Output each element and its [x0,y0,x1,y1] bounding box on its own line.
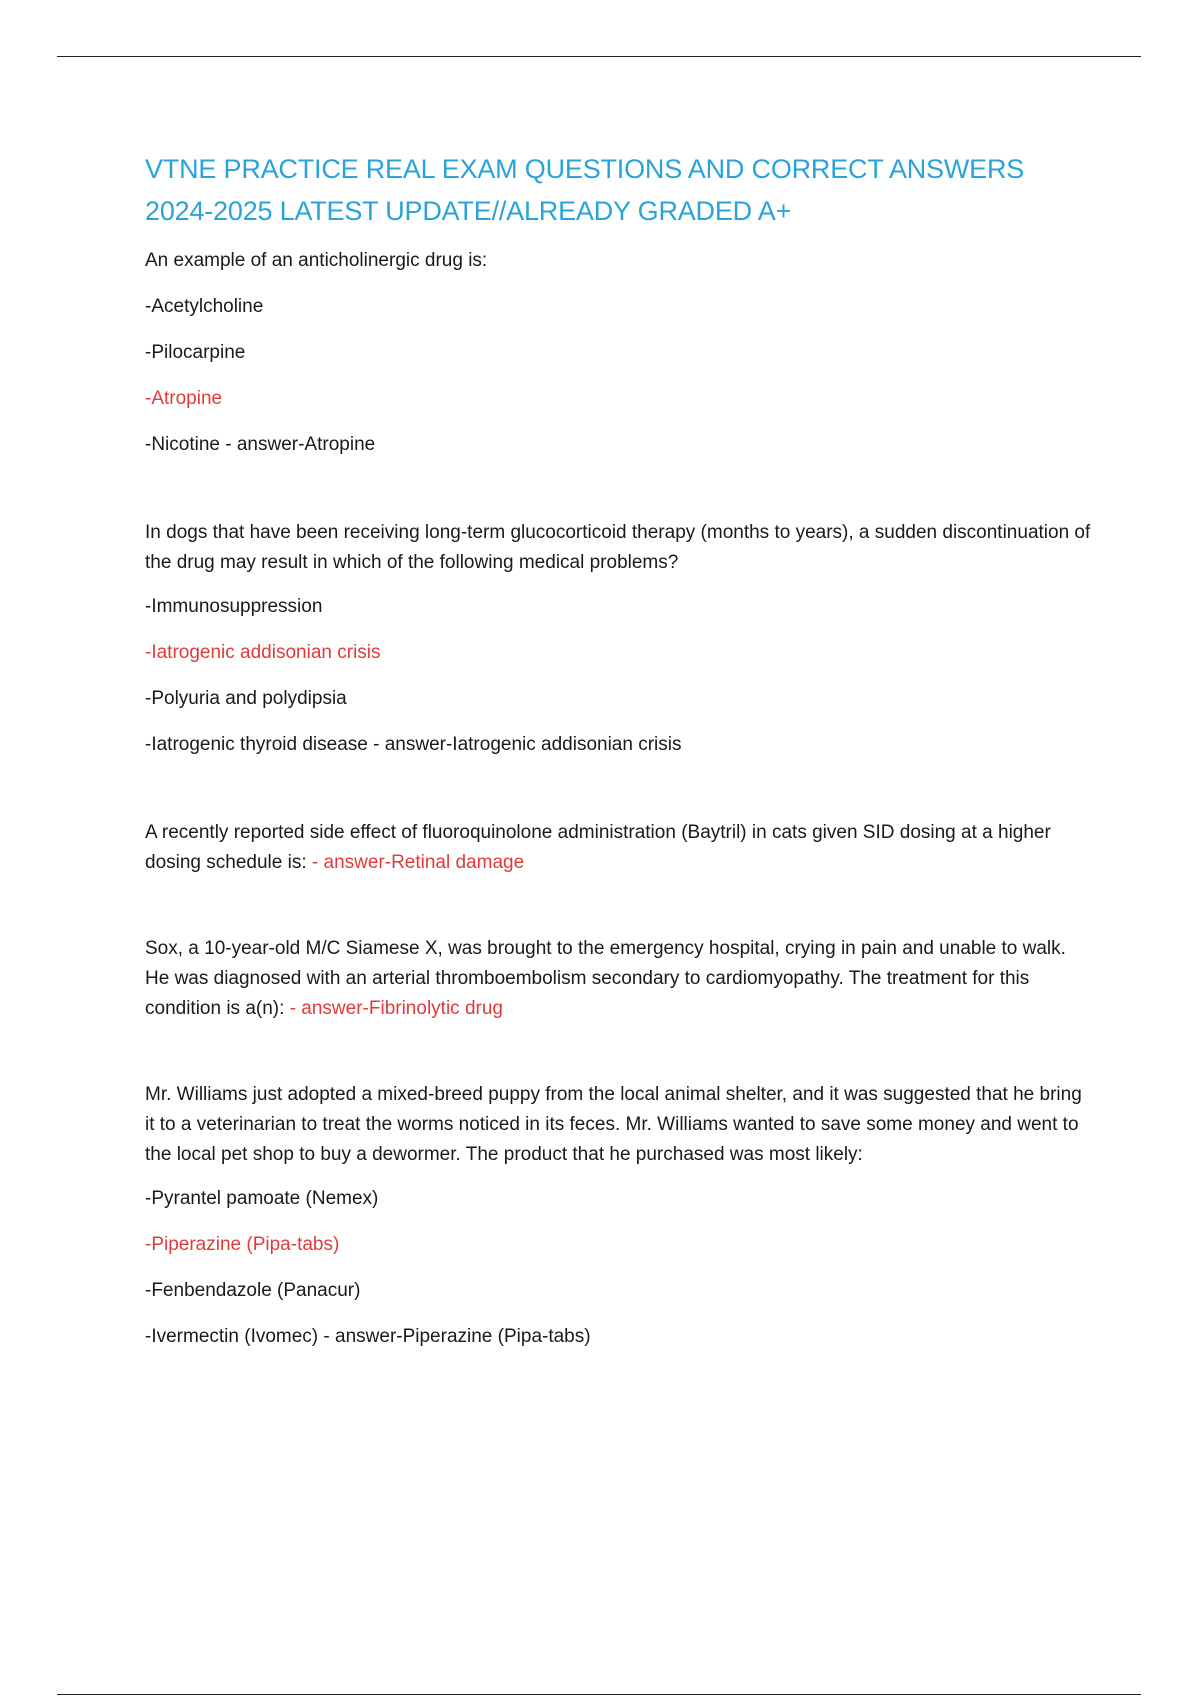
correct-option: -Atropine [145,388,223,409]
option-with-answer: -Nicotine - answer-Atropine [145,434,376,455]
answer-text: - answer-Fibrinolytic drug [289,998,503,1019]
question-block [145,1080,1095,1352]
bottom-divider [57,1694,1141,1695]
option: -Pyrantel pamoate (Nemex) [145,1188,379,1209]
document-body [145,148,1095,1368]
option: -Immunosuppression [145,596,323,617]
correct-option: -Piperazine (Pipa-tabs) [145,1234,340,1255]
option: -Pilocarpine [145,342,246,363]
question-stem: A recently reported side effect of fluoroquinolone administration (Baytril) in cats given SID dosing at a higher dosing schedule is: [145,822,1051,873]
question-stem: Mr. Williams just adopted a mixed-breed puppy from the local animal shelter, and it was suggested that he bring it to a veterinarian to treat the worms noticed in its feces. Mr. Williams wanted to save some money and went to the local pet shop to buy a dewormer. The product that he purchased was most likely: [145,1084,1082,1165]
option: -Fenbendazole (Panacur) [145,1280,361,1301]
question-stem: An example of an anticholinergic drug is: [145,250,488,271]
option: -Acetylcholine [145,296,264,317]
spacer [145,476,1095,518]
correct-option: -Iatrogenic addisonian crisis [145,642,381,663]
spacer [145,776,1095,818]
question-block [145,934,1095,1024]
question-block [145,818,1095,878]
question-stem: In dogs that have been receiving long-term glucocorticoid therapy (months to years), a sudden discontinuation of the drug may result in which of the following medical problems? [145,522,1091,573]
question-block [145,518,1095,760]
spacer [145,1038,1095,1080]
question-block [145,246,1095,460]
spacer [145,892,1095,934]
question-stem: Sox, a 10-year-old M/C Siamese X, was brought to the emergency hospital, crying in pain and unable to walk. He was diagnosed with an arterial thromboembolism secondary to cardiomyopathy. The treatment for this condition is a(n): [145,938,1066,1019]
option: -Polyuria and polydipsia [145,688,347,709]
option-with-answer: -Iatrogenic thyroid disease - answer-Iatrogenic addisonian crisis [145,734,682,755]
option-with-answer: -Ivermectin (Ivomec) - answer-Piperazine (Pipa-tabs) [145,1326,591,1347]
document-title: VTNE PRACTICE REAL EXAM QUESTIONS AND CORRECT ANSWERS 2024-2025 LATEST UPDATE//ALREADY GRADED A+ [145,154,1025,226]
top-divider [57,56,1141,57]
question-with-answer [145,818,1095,878]
question-with-answer [145,934,1095,1024]
answer-text: - answer-Retinal damage [311,852,525,873]
